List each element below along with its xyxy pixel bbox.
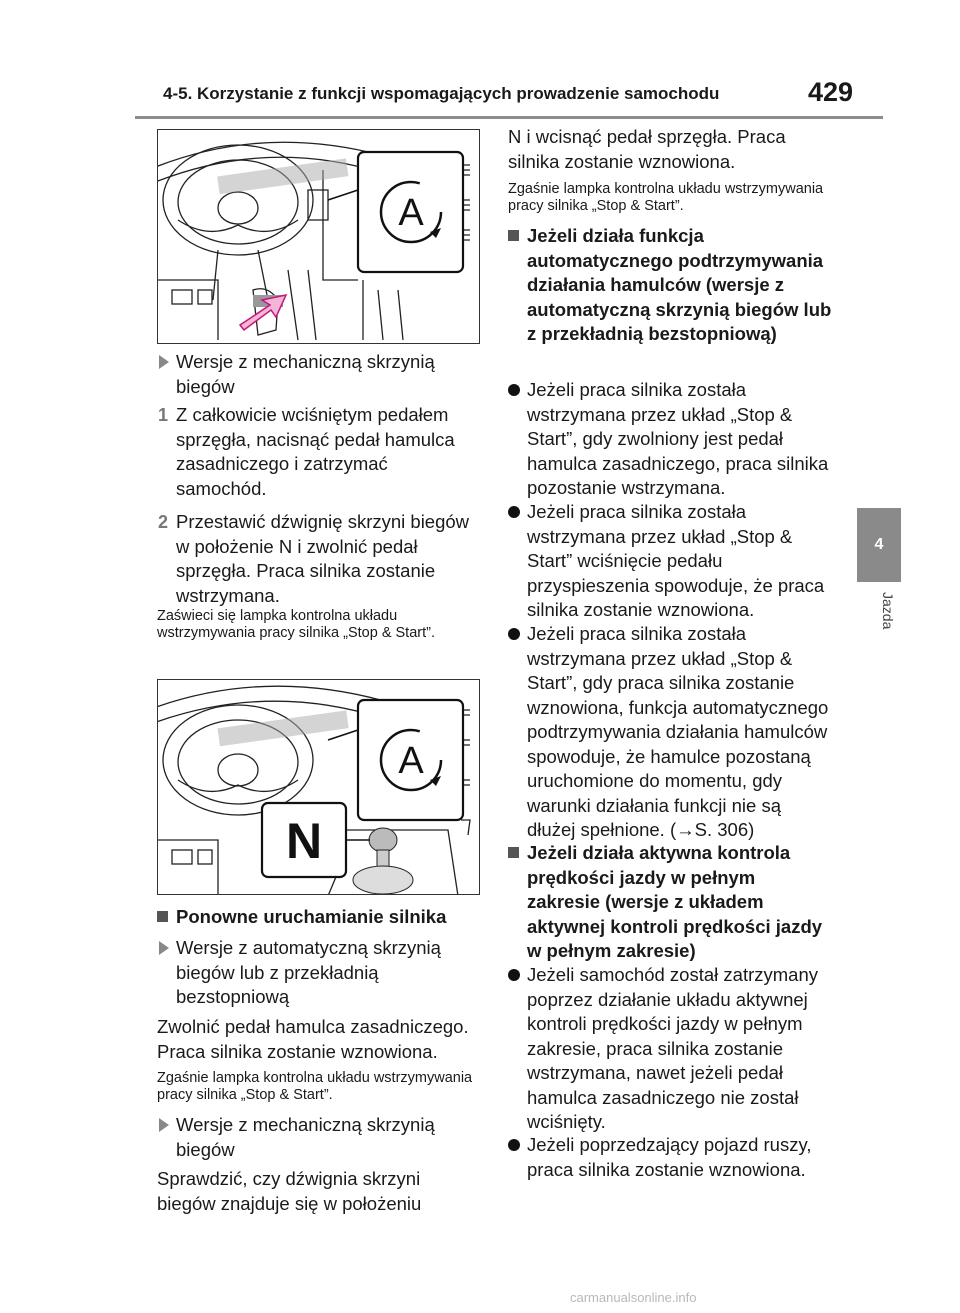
section-title: 4-5. Korzystanie z funkcji wspomagających prowadzenie samochodu: [163, 84, 720, 103]
header-divider: [135, 116, 883, 119]
page-header: [135, 78, 875, 112]
figure2-letter-a: A: [398, 740, 424, 782]
restart-heading-row: [157, 905, 482, 930]
triangle-bullet-icon: [159, 941, 169, 955]
bullet-3-text: Jeżeli praca silnika została wstrzymana przez układ „Stop & Start”, gdy praca silnika zostanie wznowiona, funkcja automatycznego podtrzymywania działania hamulców spowoduje, że hamulce pozostaną uruchomione do momentu, gdy warunki działania funkcji nie są dłużej spełnione. (→S. 306): [527, 623, 829, 840]
auto-note: Zgaśnie lampka kontrolna układu wstrzymywania pracy silnika „Stop & Start”.: [157, 1070, 473, 1103]
pedal-arrow-icon: [240, 295, 286, 330]
figure-dashboard-gear: [157, 679, 480, 895]
dot-bullet-icon: [508, 384, 520, 396]
acc-heading: Jeżeli działa aktywna kontrola prędkości jazdy w pełnym zakresie (wersje z układem aktywnej kontroli prędkości jazdy w pełnym zakresie): [527, 842, 823, 961]
step-1: [157, 403, 482, 501]
dashboard-illustration: [158, 130, 480, 344]
figure-dashboard-clutch: [157, 129, 480, 344]
restart-heading: Ponowne uruchamianie silnika: [176, 906, 447, 927]
gear-shift-icon: [353, 828, 413, 894]
square-bullet-icon: [508, 847, 519, 858]
bullet-2: [508, 500, 833, 623]
manual-heading: Wersje z mechaniczną skrzynią biegów: [176, 351, 435, 397]
bullet-1: [508, 378, 833, 501]
auto-heading: Wersje z automatyczną skrzynią biegów lub z przekładnią bezstopniową: [176, 937, 441, 1007]
manual2-heading: Wersje z mechaniczną skrzynią biegów: [176, 1114, 435, 1160]
bullet-4: [508, 963, 833, 1135]
triangle-bullet-icon: [159, 355, 169, 369]
hold-heading: Jeżeli działa funkcja automatycznego podtrzymywania działania hamulców (wersje z automatyczną skrzynią biegów lub z przekładnią bezstopniową): [527, 225, 832, 344]
bullet-5-text: Jeżeli poprzedzający pojazd ruszy, praca silnika zostanie wznowiona.: [527, 1134, 812, 1180]
step-number: 2: [158, 512, 169, 532]
hold-heading-row: [508, 224, 833, 347]
bullet-5: [508, 1133, 833, 1182]
bullet-3: [508, 622, 833, 843]
continuation-note: Zgaśnie lampka kontrolna układu wstrzymywania pracy silnika „Stop & Start”.: [508, 181, 824, 214]
manual2-text: Sprawdzić, czy dźwignia skrzyni biegów znajduje się w położeniu: [157, 1168, 422, 1214]
acc-heading-row: [508, 841, 833, 964]
step-number: 1: [158, 405, 169, 425]
gear-illustration: [158, 680, 480, 895]
chapter-label: Jazda: [880, 592, 896, 630]
bullet-1-text: Jeżeli praca silnika została wstrzymana przez układ „Stop & Start”, gdy zwolniony jest pedał hamulca zasadniczego, praca silnika pozostanie wstrzymana.: [527, 379, 829, 498]
auto-heading-row: [157, 936, 482, 1010]
watermark: carmanualsonline.info: [570, 1290, 697, 1305]
bullet-4-text: Jeżeli samochód został zatrzymany poprzez działanie układu aktywnej kontroli prędkości jazdy w pełnym zakresie, praca silnika zostanie wstrzymana, nawet jeżeli pedał hamulca zasadniczego nie został wciśnięty.: [527, 964, 818, 1132]
manual-heading-row: [157, 350, 482, 399]
step-2: [157, 510, 482, 608]
auto-text: Zwolnić pedał hamulca zasadniczego. Praca silnika zostanie wznowiona.: [157, 1016, 469, 1062]
figure1-letter: A: [398, 192, 424, 234]
dot-bullet-icon: [508, 628, 520, 640]
square-bullet-icon: [157, 911, 168, 922]
dot-bullet-icon: [508, 1139, 520, 1151]
step-1-text: Z całkowicie wciśniętym pedałem sprzęgła, nacisnąć pedał hamulca zasadniczego i zatrzymać samochód.: [176, 404, 455, 499]
square-bullet-icon: [508, 230, 519, 241]
chapter-tab[interactable]: 4: [857, 508, 901, 582]
step-2-note: Zaświeci się lampka kontrolna układu wstrzymywania pracy silnika „Stop & Start”.: [157, 608, 435, 641]
bullet-2-text: Jeżeli praca silnika została wstrzymana przez układ „Stop & Start” wciśnięcie pedału przyspieszenia spowoduje, że praca silnika zostanie wznowiona.: [527, 501, 825, 620]
figure2-letter-n: N: [285, 813, 323, 869]
dot-bullet-icon: [508, 506, 520, 518]
step-2-text: Przestawić dźwignię skrzyni biegów w położenie N i zwolnić pedał sprzęgła. Praca silnika zostanie wstrzymana.: [176, 511, 470, 606]
page-number: 429: [807, 77, 853, 107]
continuation-text: N i wcisnąć pedał sprzęgła. Praca silnika zostanie wznowiona.: [508, 126, 786, 172]
triangle-bullet-icon: [159, 1118, 169, 1132]
manual2-heading-row: [157, 1113, 482, 1162]
dot-bullet-icon: [508, 969, 520, 981]
